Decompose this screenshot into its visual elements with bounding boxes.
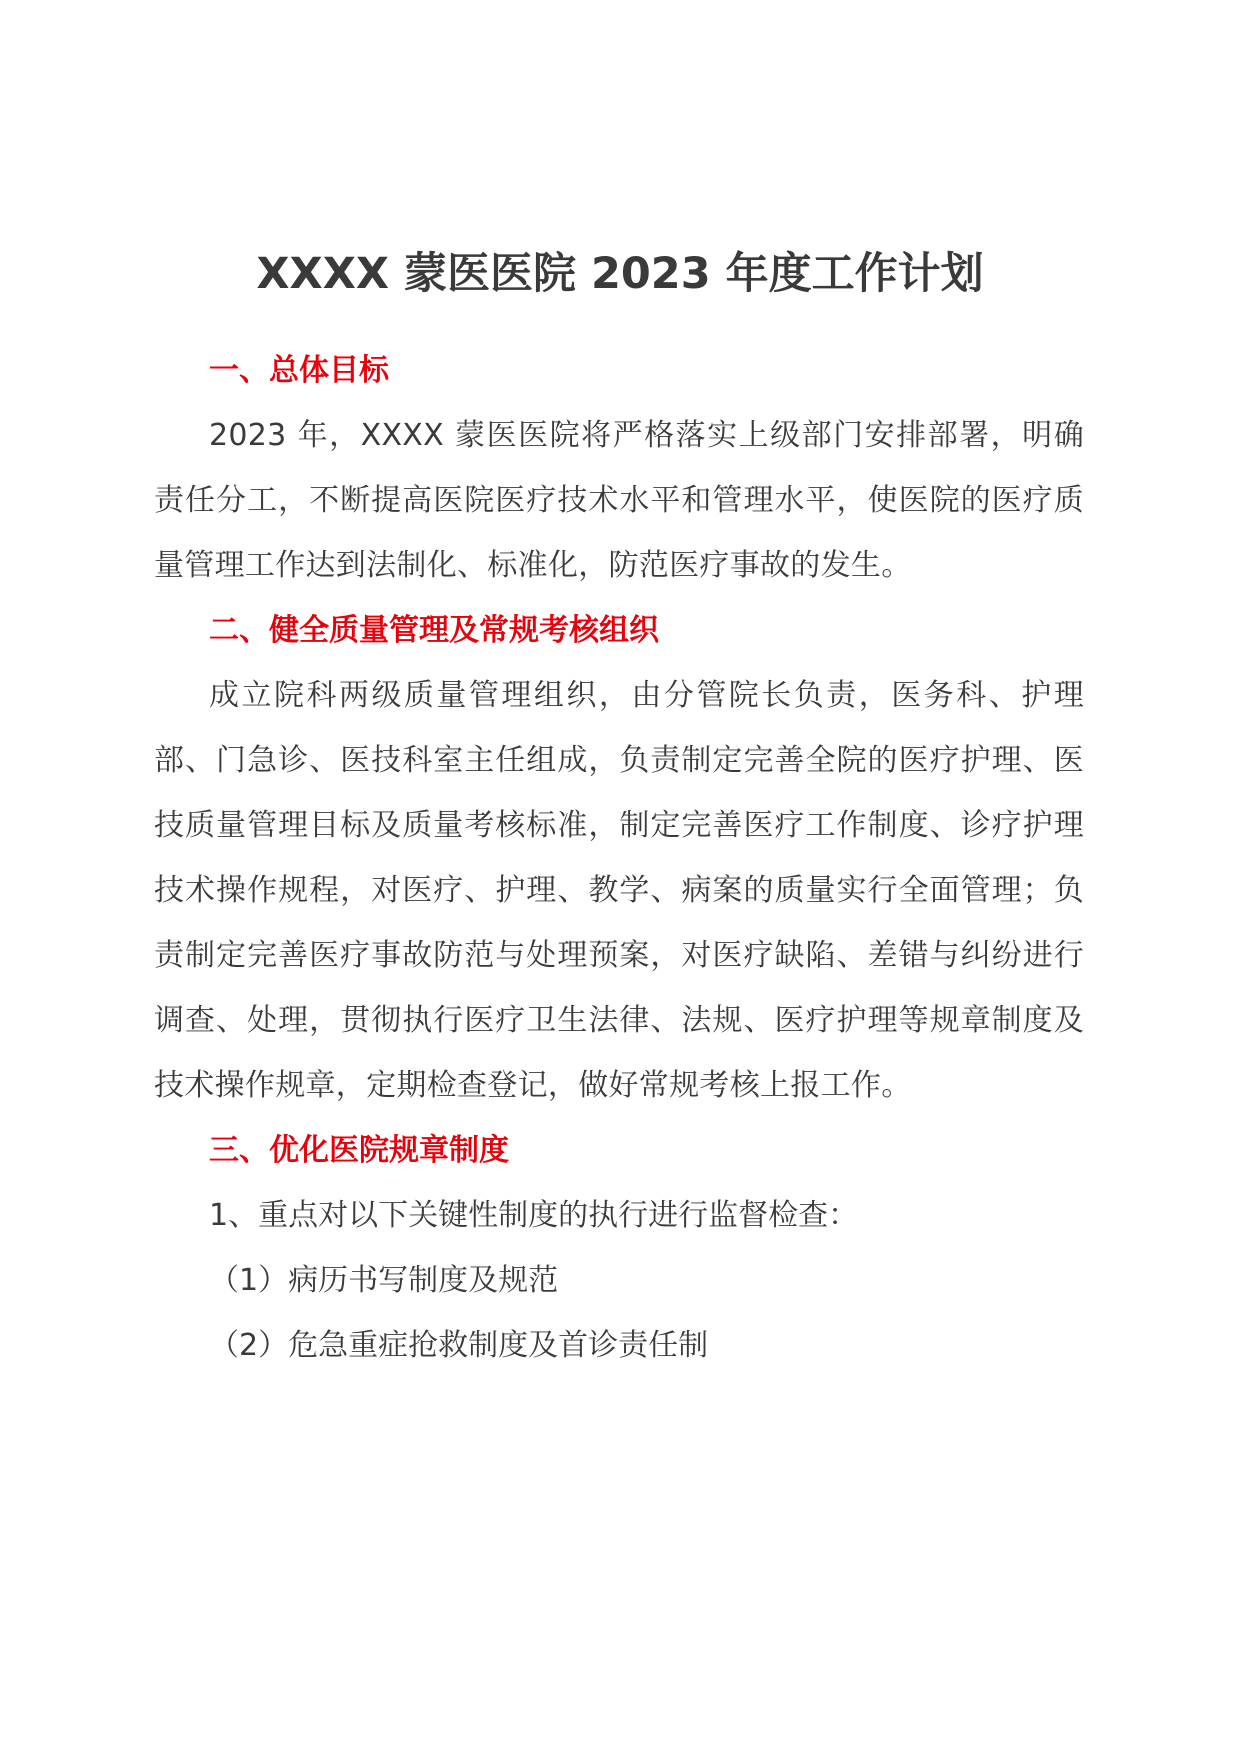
section-paragraph-quality-organization: 成立院科两级质量管理组织，由分管院长负责，医务科、护理部、门急诊、医技科室主任组成，负责制定完善全院的医疗护理、医技质量管理目标及质量考核标准，制定完善医疗工作制度、诊疗护理技术操作规程，对医疗、护理、教学、病案的质量实行全面管理；负责制定完善医疗事故防范与处理预案，对医疗缺陷、差错与纠纷进行调查、处理，贯彻执行医疗卫生法律、法规、医疗护理等规章制度及技术操作规章，定期检查登记，做好常规考核上报工作。 xyxy=(154,678,1084,1103)
section-paragraph-overall-goals: 2023 年，XXXX 蒙医医院将严格落实上级部门安排部署，明确责任分工，不断提高医院医疗技术水平和管理水平，使医院的医疗质量管理工作达到法制化、标准化，防范医疗事故的发生。 xyxy=(154,418,1084,583)
document-body xyxy=(154,338,1084,1378)
list-item: （2）危急重症抢救制度及首诊责任制 xyxy=(209,1328,709,1363)
document-title: XXXX 蒙医医院 2023 年度工作计划 xyxy=(256,249,984,299)
section-heading-rules-optimization: 三、优化医院规章制度 xyxy=(209,1133,509,1168)
section-heading-quality-organization: 二、健全质量管理及常规考核组织 xyxy=(209,613,659,648)
section-heading-overall-goals: 一、总体目标 xyxy=(209,353,389,388)
list-item: （1）病历书写制度及规范 xyxy=(209,1263,559,1298)
list-item: 1、重点对以下关键性制度的执行进行监督检查： xyxy=(209,1198,859,1233)
